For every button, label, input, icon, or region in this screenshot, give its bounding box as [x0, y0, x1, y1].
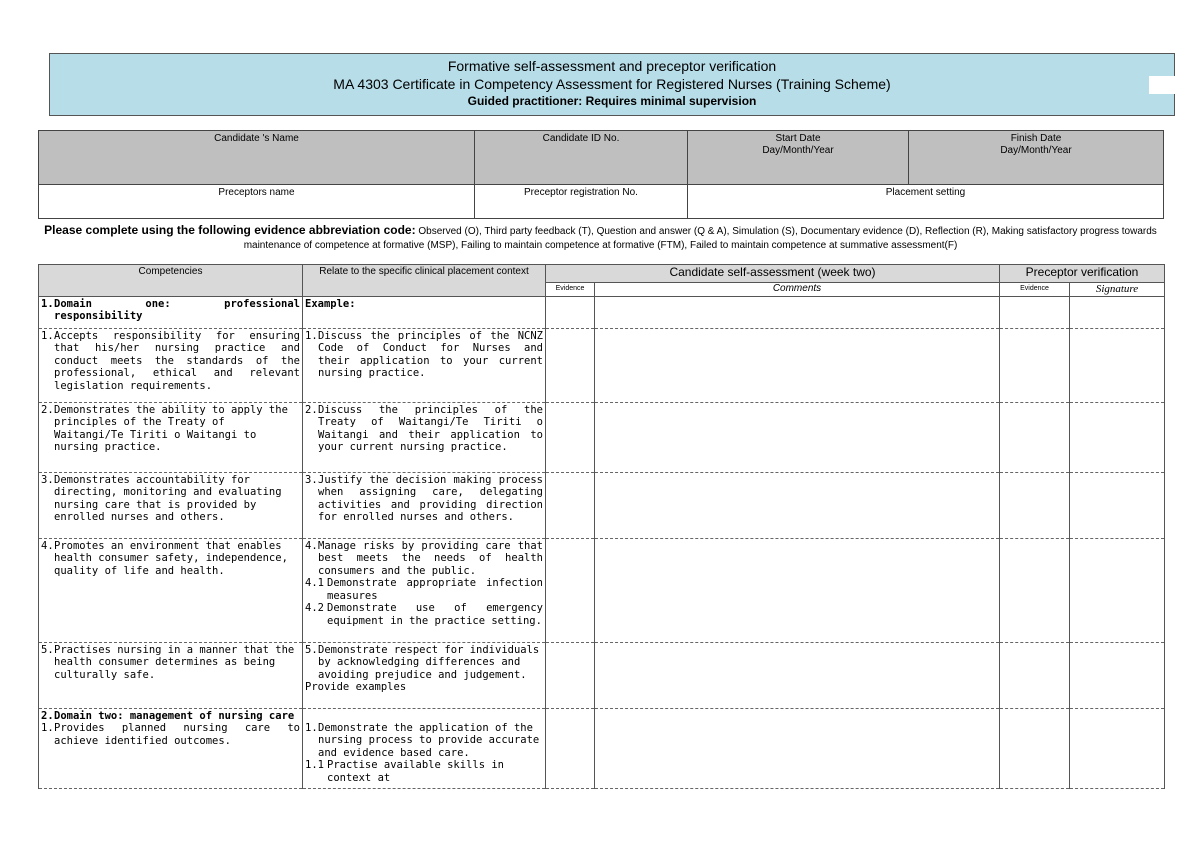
- competency-text: Promotes an environment that enables health consumer safety, independence, quality of life and health.: [54, 539, 288, 577]
- table-row: [39, 402, 1165, 472]
- domain-heading: Domain one: professional responsibility: [54, 297, 300, 322]
- table-row: [39, 296, 1165, 328]
- context-text: Manage risks by providing care that best meets the needs of health consumers and the public.: [318, 539, 543, 577]
- signature-cell[interactable]: [1070, 402, 1165, 472]
- context-text: Discuss the principles of the NCNZ Code of Conduct for Nurses and their application to your current nursing practice.: [318, 329, 543, 379]
- item-number: 4.: [305, 539, 318, 552]
- item-number: 2.: [41, 709, 54, 722]
- form-title: Formative self-assessment and preceptor verification: [447, 58, 777, 74]
- col-context: Relate to the specific clinical placement context: [303, 265, 546, 297]
- item-number: 3.: [41, 473, 54, 486]
- evidence-cell[interactable]: [546, 708, 595, 788]
- item-number: 1.: [41, 722, 54, 734]
- context-cell: [303, 402, 546, 472]
- finish-date-label: Finish Date: [1010, 133, 1062, 144]
- comments-cell[interactable]: [595, 538, 1000, 642]
- competency-text: Provides planned nursing care to achieve identified outcomes.: [54, 722, 300, 747]
- preceptor-name-label: Preceptors name: [218, 187, 295, 198]
- preceptor-evidence-cell[interactable]: [1000, 402, 1070, 472]
- signature-cell[interactable]: [1070, 472, 1165, 538]
- comments-cell[interactable]: [595, 642, 1000, 708]
- header-blank-box: [1149, 76, 1177, 94]
- comments-cell[interactable]: [595, 328, 1000, 402]
- preceptor-evidence-cell[interactable]: [1000, 472, 1070, 538]
- context-cell: [303, 472, 546, 538]
- context-text: Demonstrate respect for individuals by acknowledging differences and avoiding prejudice and judgement.: [318, 643, 540, 681]
- competency-table: [38, 264, 1165, 789]
- preceptor-evidence-cell[interactable]: [1000, 296, 1070, 328]
- context-text: Demonstrate the application of the nursing process to provide accurate and evidence based care.: [318, 721, 540, 759]
- table-row: [39, 642, 1165, 708]
- comments-cell[interactable]: [595, 402, 1000, 472]
- preceptor-evidence-cell[interactable]: [1000, 328, 1070, 402]
- table-row: [39, 538, 1165, 642]
- competency-cell: [39, 296, 303, 328]
- col-self-assessment: Candidate self-assessment (week two): [546, 265, 1000, 283]
- placement-label: Placement setting: [885, 187, 966, 198]
- placement-field[interactable]: [688, 185, 1164, 219]
- item-number: 4.: [41, 539, 54, 552]
- sub-signature: Signature: [1070, 283, 1165, 297]
- item-number: 1.: [305, 721, 318, 734]
- context-cell: [303, 328, 546, 402]
- signature-cell[interactable]: [1070, 708, 1165, 788]
- table-row: [39, 708, 1165, 788]
- col-preceptor-verification: Preceptor verification: [1000, 265, 1165, 283]
- instructions-lead: Please complete using the following evidence abbreviation code:: [44, 223, 416, 237]
- provide-examples-text: Provide examples: [305, 681, 407, 693]
- sub-item-number: 1.1: [305, 759, 324, 771]
- sub-item-text: Demonstrate appropriate infection measures: [327, 577, 543, 602]
- preceptor-reg-field[interactable]: [475, 185, 688, 219]
- comments-cell[interactable]: [595, 708, 1000, 788]
- domain-heading: Domain two: management of nursing care: [54, 709, 295, 722]
- preceptor-name-field[interactable]: [39, 185, 475, 219]
- item-number: 2.: [41, 403, 54, 416]
- item-number: 3.: [305, 473, 318, 486]
- start-date-label: Start Date: [775, 133, 821, 144]
- course-title: MA 4303 Certificate in Competency Assessment for Registered Nurses (Training Scheme): [333, 76, 891, 92]
- comments-cell[interactable]: [595, 296, 1000, 328]
- item-number: 5.: [305, 643, 318, 656]
- context-cell: [303, 538, 546, 642]
- table-row: [39, 328, 1165, 402]
- practitioner-level: Guided practitioner: Requires minimal supervision: [467, 94, 757, 108]
- competency-text: Practises nursing in a manner that the health consumer determines as being culturally safe.: [54, 643, 295, 681]
- candidate-name-field[interactable]: [39, 131, 475, 185]
- item-number: 1.: [41, 297, 54, 310]
- competency-text: Accepts responsibility for ensuring that his/her nursing practice and conduct meets the standards of the professional, ethical and relevant legislation requirements.: [54, 329, 300, 392]
- context-text: Justify the decision making process when assigning care, delegating activities and providing direction for enrolled nurses and others.: [318, 473, 543, 523]
- sub-item-text: Practise available skills in context at: [327, 759, 505, 784]
- competency-cell: [39, 708, 303, 788]
- form-header: [49, 53, 1175, 116]
- instructions: [38, 223, 1163, 253]
- preceptor-evidence-cell[interactable]: [1000, 538, 1070, 642]
- sub-item-number: 4.2: [305, 602, 324, 614]
- signature-cell[interactable]: [1070, 538, 1165, 642]
- item-number: 1.: [41, 329, 54, 342]
- evidence-cell[interactable]: [546, 296, 595, 328]
- competency-cell: [39, 472, 303, 538]
- candidate-id-label: Candidate ID No.: [542, 133, 620, 144]
- preceptor-evidence-cell[interactable]: [1000, 642, 1070, 708]
- competency-cell: [39, 538, 303, 642]
- item-number: 5.: [41, 643, 54, 656]
- context-cell: [303, 642, 546, 708]
- context-text: Discuss the principles of the Treaty of Waitangi/Te Tiriti o Waitangi and their application to your current nursing practice.: [318, 403, 543, 453]
- signature-cell[interactable]: [1070, 296, 1165, 328]
- col-competencies: Competencies: [39, 265, 303, 297]
- start-date-format: Day/Month/Year: [762, 145, 834, 156]
- item-number: 1.: [305, 329, 318, 342]
- sub-evidence-preceptor: Evidence: [1000, 283, 1070, 297]
- evidence-cell[interactable]: [546, 402, 595, 472]
- competency-cell: [39, 642, 303, 708]
- sub-evidence: Evidence: [546, 283, 595, 297]
- candidate-id-field[interactable]: [475, 131, 688, 185]
- start-date-field[interactable]: [688, 131, 909, 185]
- signature-cell[interactable]: [1070, 328, 1165, 402]
- evidence-cell[interactable]: [546, 328, 595, 402]
- item-number: 2.: [305, 403, 318, 416]
- finish-date-field[interactable]: [909, 131, 1164, 185]
- comments-cell[interactable]: [595, 472, 1000, 538]
- example-label: Example:: [305, 297, 356, 310]
- instructions-text: Observed (O), Third party feedback (T), Question and answer (Q & A), Simulation (S), Documentary evidence (D), Reflection (R), Making satisfactory progress towards maintenance of competence at formative (MSP), Failing to maintain competence at formative (FTM), Failed to maintain competence at summative assessment(F): [243, 226, 1157, 251]
- evidence-cell[interactable]: [546, 538, 595, 642]
- context-cell: [303, 708, 546, 788]
- signature-cell[interactable]: [1070, 642, 1165, 708]
- preceptor-evidence-cell[interactable]: [1000, 708, 1070, 788]
- sub-item-number: 4.1: [305, 577, 324, 589]
- candidate-name-label: Candidate 's Name: [214, 133, 299, 144]
- sub-item-text: Demonstrate use of emergency equipment in the practice setting.: [327, 602, 543, 627]
- sub-comments: Comments: [595, 283, 1000, 297]
- preceptor-reg-label: Preceptor registration No.: [524, 187, 638, 198]
- competency-cell: [39, 328, 303, 402]
- finish-date-format: Day/Month/Year: [1000, 145, 1072, 156]
- table-row: [39, 472, 1165, 538]
- evidence-cell[interactable]: [546, 642, 595, 708]
- evidence-cell[interactable]: [546, 472, 595, 538]
- competency-text: Demonstrates accountability for directing, monitoring and evaluating nursing care that is provided by enrolled nurses and others.: [54, 473, 282, 523]
- candidate-info-table: [38, 130, 1164, 219]
- competency-cell: [39, 402, 303, 472]
- competency-text: Demonstrates the ability to apply the principles of the Treaty of Waitangi/Te Tiriti o Waitangi to nursing practice.: [54, 403, 288, 453]
- context-cell: [303, 296, 546, 328]
